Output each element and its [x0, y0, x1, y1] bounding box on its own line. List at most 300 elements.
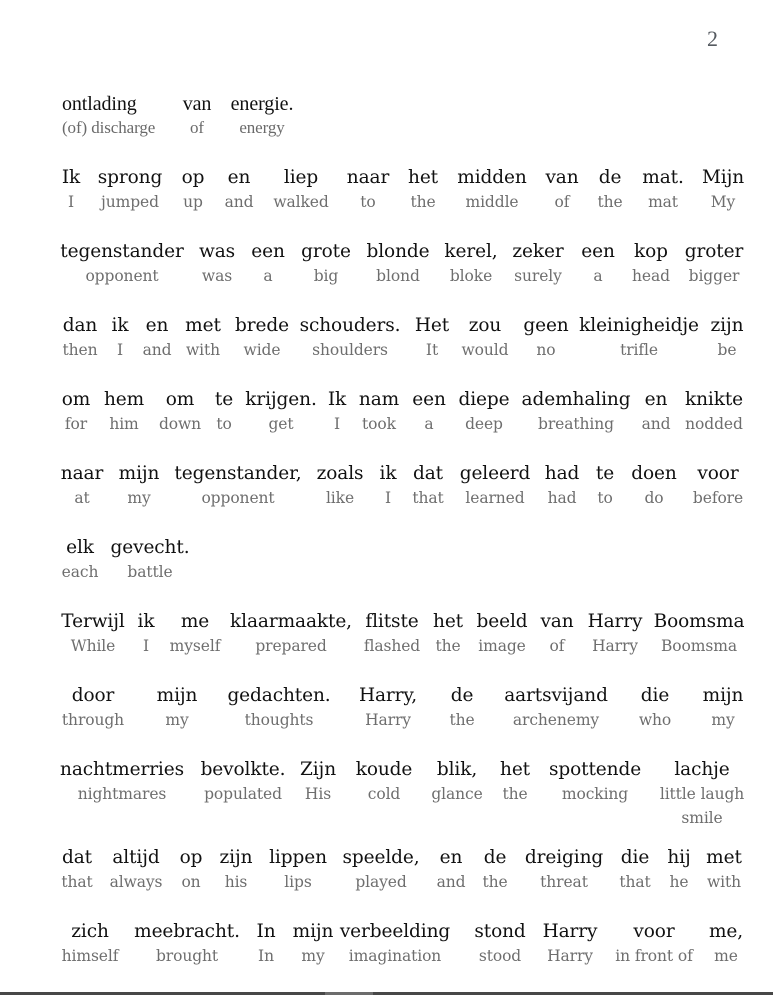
english-gloss-alt: smile	[681, 809, 723, 827]
dutch-word: elk	[66, 537, 94, 558]
word-pair[interactable]	[660, 758, 744, 830]
page-number: 2	[707, 26, 718, 51]
word-pair[interactable]	[477, 610, 528, 658]
english-gloss: to	[360, 193, 376, 211]
dutch-word: dan	[62, 315, 98, 336]
word-pair[interactable]	[62, 388, 90, 436]
word-pair[interactable]	[340, 920, 450, 968]
word-pair[interactable]	[174, 462, 301, 510]
word-pair[interactable]	[180, 846, 203, 894]
dutch-word: zijn	[710, 315, 744, 336]
dutch-word: stond	[474, 921, 526, 942]
word-pair[interactable]	[545, 166, 578, 214]
word-pair[interactable]	[328, 388, 346, 436]
english-gloss: like	[325, 489, 355, 507]
word-pair[interactable]	[63, 314, 98, 362]
word-pair[interactable]	[235, 314, 289, 362]
english-gloss: jumped	[101, 193, 159, 211]
dutch-word: doen	[631, 463, 677, 484]
dutch-word: en	[145, 315, 169, 336]
word-pair[interactable]	[256, 920, 275, 968]
english-gloss: would	[461, 341, 509, 359]
word-pair[interactable]	[615, 920, 692, 968]
english-gloss: to	[597, 489, 613, 507]
dutch-word: speelde,	[342, 847, 420, 868]
word-pair[interactable]	[61, 610, 124, 658]
word-pair[interactable]	[347, 166, 389, 214]
dutch-word: en	[227, 167, 251, 188]
english-gloss: and	[436, 873, 466, 891]
english-gloss: get	[268, 415, 294, 433]
dutch-word: die	[620, 847, 650, 868]
dutch-word: ontlading	[62, 93, 137, 115]
word-pair[interactable]	[437, 846, 466, 894]
dutch-word: altijd	[112, 847, 160, 868]
dutch-word: sprong	[97, 167, 163, 188]
word-pair[interactable]	[119, 462, 160, 510]
english-gloss: and	[641, 415, 671, 433]
dutch-word: geleerd	[459, 463, 531, 484]
english-gloss: took	[362, 415, 396, 433]
english-gloss: I	[142, 637, 150, 655]
word-pair[interactable]	[273, 166, 328, 214]
english-gloss: before	[692, 489, 744, 507]
word-pair[interactable]	[523, 314, 568, 362]
dutch-word: om	[61, 389, 91, 410]
word-pair[interactable]	[588, 610, 643, 658]
word-pair[interactable]	[504, 684, 608, 732]
dutch-word: koude	[355, 759, 413, 780]
word-pair[interactable]	[619, 846, 650, 894]
word-pair[interactable]	[632, 240, 670, 288]
word-pair[interactable]	[474, 920, 525, 968]
dutch-word: zou	[468, 315, 502, 336]
word-pair[interactable]	[317, 462, 364, 510]
english-gloss: was	[201, 267, 233, 285]
english-gloss: nightmares	[77, 785, 167, 803]
word-pair[interactable]	[667, 846, 690, 894]
dutch-word: liep	[283, 167, 319, 188]
dutch-word: met	[185, 315, 221, 336]
dutch-word: om	[165, 389, 195, 410]
english-gloss: had	[547, 489, 577, 507]
dutch-word: mijn	[702, 685, 744, 706]
dutch-word: mijn	[292, 921, 334, 942]
english-gloss: middle	[465, 193, 519, 211]
english-gloss: learned	[465, 489, 525, 507]
dutch-word: door	[71, 685, 115, 706]
word-pair[interactable]	[225, 166, 254, 214]
word-pair[interactable]	[596, 462, 614, 510]
english-gloss: the	[482, 873, 508, 891]
english-gloss: prepared	[255, 637, 327, 655]
english-gloss: My	[710, 193, 736, 211]
english-gloss: deep	[465, 415, 503, 433]
dutch-word: kleinigheidje	[579, 315, 699, 336]
word-pair[interactable]	[245, 388, 317, 436]
english-gloss: lips	[284, 873, 312, 891]
word-pair[interactable]	[431, 758, 482, 806]
dutch-word: een	[251, 241, 285, 262]
english-gloss: me	[714, 947, 738, 965]
dutch-word: ik	[137, 611, 155, 632]
word-pair[interactable]	[220, 846, 253, 894]
english-gloss: little laugh	[659, 785, 745, 803]
dutch-word: Ik	[61, 167, 81, 188]
dutch-word: blonde	[366, 241, 430, 262]
english-gloss: his	[224, 873, 248, 891]
english-gloss: my	[165, 711, 189, 729]
english-gloss: shoulders	[312, 341, 388, 359]
word-pair[interactable]	[543, 920, 598, 968]
english-gloss: of	[549, 637, 565, 655]
interlinear-line	[62, 314, 744, 364]
word-pair[interactable]	[654, 610, 745, 658]
dutch-word: grote	[301, 241, 351, 262]
english-gloss: no	[536, 341, 556, 359]
word-pair[interactable]	[359, 388, 399, 436]
english-gloss: wide	[243, 341, 281, 359]
word-pair[interactable]	[60, 758, 184, 806]
word-pair[interactable]	[157, 684, 198, 732]
word-pair[interactable]	[159, 388, 201, 436]
dutch-word: de	[598, 167, 622, 188]
dutch-word: van	[540, 611, 574, 632]
english-gloss: at	[74, 489, 90, 507]
english-gloss: cold	[367, 785, 401, 803]
word-pair[interactable]	[60, 240, 183, 288]
english-gloss: battle	[127, 563, 173, 581]
word-pair[interactable]	[709, 920, 743, 968]
english-gloss: brought	[155, 947, 219, 965]
word-pair[interactable]	[457, 166, 526, 214]
english-gloss: opponent	[85, 267, 159, 285]
english-gloss: (of) discharge	[62, 118, 156, 137]
word-pair[interactable]	[134, 920, 240, 968]
dutch-word: tegenstander,	[174, 463, 302, 484]
interlinear-line	[62, 920, 744, 970]
dutch-word: dat	[412, 463, 443, 484]
word-pair[interactable]	[215, 388, 233, 436]
dutch-word: brede	[235, 315, 289, 336]
english-gloss: be	[717, 341, 737, 359]
word-pair[interactable]	[415, 314, 449, 362]
dutch-word: mijn	[118, 463, 160, 484]
dutch-word: nam	[358, 389, 400, 410]
english-gloss: I	[384, 489, 392, 507]
dutch-word: blik,	[436, 759, 478, 780]
english-gloss: I	[67, 193, 75, 211]
english-gloss: mocking	[561, 785, 629, 803]
dutch-word: een	[581, 241, 615, 262]
english-gloss: big	[313, 267, 339, 285]
english-gloss: who	[638, 711, 672, 729]
dutch-word: de	[483, 847, 507, 868]
word-pair[interactable]	[183, 92, 212, 140]
word-pair[interactable]	[706, 846, 742, 894]
word-pair[interactable]	[412, 388, 446, 436]
word-pair[interactable]	[639, 684, 671, 732]
english-gloss: I	[333, 415, 341, 433]
english-gloss: populated	[204, 785, 282, 803]
word-pair[interactable]	[482, 846, 507, 894]
interlinear-line	[62, 684, 744, 734]
word-pair[interactable]	[685, 240, 743, 288]
english-gloss: with	[185, 341, 221, 359]
dutch-word: beeld	[476, 611, 528, 632]
word-pair[interactable]	[512, 240, 563, 288]
dutch-word: zijn	[219, 847, 253, 868]
word-pair[interactable]	[642, 388, 671, 436]
english-gloss: and	[142, 341, 172, 359]
dutch-word: de	[450, 685, 474, 706]
dutch-word: meebracht.	[134, 921, 240, 942]
interlinear-line	[60, 758, 745, 827]
word-pair[interactable]	[269, 846, 327, 894]
english-gloss: Harry	[547, 947, 593, 965]
english-gloss: my	[711, 711, 735, 729]
english-gloss: and	[224, 193, 254, 211]
word-pair[interactable]	[62, 920, 119, 968]
english-gloss: imagination	[348, 947, 442, 965]
word-pair[interactable]	[112, 314, 129, 362]
word-pair[interactable]	[342, 846, 419, 894]
english-gloss: breathing	[538, 415, 614, 433]
english-gloss: him	[109, 415, 139, 433]
dutch-word: Ik	[327, 389, 347, 410]
dutch-word: mat.	[642, 167, 684, 188]
word-pair[interactable]	[359, 684, 417, 732]
english-gloss: blond	[376, 267, 420, 285]
dutch-word: Harry	[542, 921, 598, 942]
dutch-word: naar	[60, 463, 104, 484]
word-pair[interactable]	[549, 758, 641, 806]
english-gloss: a	[263, 267, 273, 285]
english-gloss: a	[424, 415, 434, 433]
word-pair[interactable]	[185, 314, 221, 362]
dutch-word: Terwijl	[61, 611, 125, 632]
word-pair[interactable]	[444, 240, 497, 288]
word-pair[interactable]	[579, 314, 699, 362]
english-gloss: the	[502, 785, 528, 803]
english-gloss: down	[158, 415, 202, 433]
english-gloss: for	[64, 415, 88, 433]
word-pair[interactable]	[62, 166, 80, 214]
dutch-word: met	[706, 847, 742, 868]
english-gloss: a	[593, 267, 603, 285]
word-pair[interactable]	[702, 166, 744, 214]
english-gloss: on	[181, 873, 201, 891]
word-pair[interactable]	[711, 314, 744, 362]
dutch-word: het	[500, 759, 530, 780]
english-gloss: archenemy	[512, 711, 600, 729]
english-gloss: threat	[540, 873, 588, 891]
english-gloss: Harry	[365, 711, 411, 729]
english-gloss: played	[355, 873, 407, 891]
word-pair[interactable]	[408, 166, 438, 214]
english-gloss: head	[632, 267, 670, 285]
interlinear-line	[62, 610, 744, 660]
interlinear-line	[62, 536, 744, 586]
dutch-word: die	[640, 685, 670, 706]
english-gloss: with	[706, 873, 742, 891]
word-pair[interactable]	[500, 758, 530, 806]
word-pair[interactable]	[642, 166, 684, 214]
dutch-word: en	[644, 389, 668, 410]
word-pair[interactable]	[525, 846, 603, 894]
dutch-word: gedachten.	[227, 685, 331, 706]
word-pair[interactable]	[98, 166, 162, 214]
word-pair[interactable]	[412, 462, 443, 510]
english-gloss: of	[190, 118, 204, 137]
english-gloss: Harry	[592, 637, 638, 655]
dutch-word: spottende	[548, 759, 642, 780]
english-gloss: mat	[648, 193, 678, 211]
dutch-word: verbeelding	[339, 921, 451, 942]
dutch-word: op	[181, 167, 205, 188]
word-pair[interactable]	[460, 462, 531, 510]
interlinear-line	[62, 388, 744, 438]
dutch-word: dreiging	[524, 847, 604, 868]
word-pair[interactable]	[111, 536, 190, 584]
word-pair[interactable]	[462, 314, 509, 362]
word-pair[interactable]	[356, 758, 413, 806]
dutch-word: klaarmaakte,	[230, 611, 352, 632]
dutch-word: zich	[71, 921, 109, 942]
word-pair[interactable]	[201, 758, 286, 806]
dutch-word: Harry,	[358, 685, 418, 706]
dutch-word: Boomsma	[653, 611, 745, 632]
dutch-word: had	[544, 463, 580, 484]
dutch-word: In	[256, 921, 276, 942]
word-pair[interactable]	[199, 240, 235, 288]
word-pair[interactable]	[522, 388, 631, 436]
dutch-word: Het	[414, 315, 450, 336]
dutch-word: schouders.	[299, 315, 401, 336]
interlinear-line	[62, 166, 744, 216]
dutch-word: mijn	[156, 685, 198, 706]
dutch-word: van	[182, 93, 212, 115]
word-pair[interactable]	[227, 684, 330, 732]
english-gloss: trifle	[620, 341, 658, 359]
word-pair[interactable]	[62, 684, 124, 732]
word-pair[interactable]	[703, 684, 744, 732]
word-pair[interactable]	[61, 846, 92, 894]
word-pair[interactable]	[364, 610, 420, 658]
dutch-word: naar	[346, 167, 390, 188]
english-gloss: walked	[273, 193, 329, 211]
word-pair[interactable]	[293, 920, 334, 968]
english-gloss: my	[301, 947, 325, 965]
word-pair[interactable]	[380, 462, 397, 510]
word-pair[interactable]	[230, 610, 352, 658]
word-pair[interactable]	[693, 462, 743, 510]
dutch-word: midden	[457, 167, 527, 188]
word-pair[interactable]	[110, 846, 163, 894]
dutch-word: ik	[379, 463, 397, 484]
dutch-word: voor	[697, 463, 739, 484]
word-pair[interactable]	[545, 462, 580, 510]
english-gloss: he	[669, 873, 689, 891]
english-gloss: nodded	[685, 415, 743, 433]
dutch-word: nachtmerries	[60, 759, 184, 780]
english-gloss: the	[410, 193, 436, 211]
dutch-word: het	[433, 611, 463, 632]
word-pair[interactable]	[540, 610, 573, 658]
interlinear-line	[62, 240, 744, 290]
interlinear-line	[62, 462, 744, 512]
english-gloss: thoughts	[244, 711, 314, 729]
word-pair[interactable]	[300, 758, 336, 806]
dutch-word: Harry	[587, 611, 643, 632]
dutch-word: gevecht.	[110, 537, 190, 558]
dutch-word: aartsvijand	[504, 685, 608, 706]
word-pair[interactable]	[251, 240, 285, 288]
english-gloss: do	[644, 489, 664, 507]
dutch-word: een	[412, 389, 446, 410]
dutch-word: zoals	[316, 463, 364, 484]
word-pair[interactable]	[433, 610, 463, 658]
word-pair[interactable]	[300, 314, 401, 362]
word-pair[interactable]	[182, 166, 205, 214]
dutch-word: te	[214, 389, 234, 410]
word-pair[interactable]	[459, 388, 510, 436]
dutch-word: kop	[634, 241, 668, 262]
dutch-word: me	[180, 611, 210, 632]
english-gloss: up	[183, 193, 203, 211]
english-gloss: opponent	[201, 489, 275, 507]
dutch-word: groter	[684, 241, 744, 262]
dutch-word: hij	[667, 847, 691, 868]
dutch-word: lachje	[674, 759, 730, 780]
word-pair[interactable]	[62, 92, 155, 140]
dutch-word: energie.	[230, 93, 294, 115]
word-pair[interactable]	[685, 388, 743, 436]
word-pair[interactable]	[62, 536, 99, 584]
word-pair[interactable]	[301, 240, 351, 288]
dutch-word: tegenstander	[60, 241, 184, 262]
english-gloss: His	[304, 785, 332, 803]
english-gloss: that	[412, 489, 444, 507]
word-pair[interactable]	[231, 92, 294, 140]
word-pair[interactable]	[449, 684, 474, 732]
word-pair[interactable]	[597, 166, 622, 214]
dutch-word: voor	[633, 921, 675, 942]
english-gloss: bloke	[449, 267, 493, 285]
english-gloss: While	[70, 637, 116, 655]
english-gloss: energy	[239, 118, 285, 137]
dutch-word: diepe	[458, 389, 510, 410]
dutch-word: van	[545, 167, 579, 188]
word-pair[interactable]	[366, 240, 429, 288]
word-pair[interactable]	[170, 610, 221, 658]
english-gloss: of	[554, 193, 570, 211]
interlinear-line	[62, 92, 744, 142]
word-pair[interactable]	[61, 462, 103, 510]
word-pair[interactable]	[631, 462, 676, 510]
english-gloss: I	[116, 341, 124, 359]
dutch-word: lippen	[269, 847, 327, 868]
word-pair[interactable]	[104, 388, 144, 436]
dutch-word: Zijn	[299, 759, 337, 780]
dutch-word: Mijn	[701, 167, 745, 188]
word-pair[interactable]	[143, 314, 172, 362]
word-pair[interactable]	[581, 240, 615, 288]
dutch-word: flitste	[365, 611, 419, 632]
english-gloss: through	[61, 711, 125, 729]
word-pair[interactable]	[138, 610, 155, 658]
english-gloss: It	[425, 341, 439, 359]
